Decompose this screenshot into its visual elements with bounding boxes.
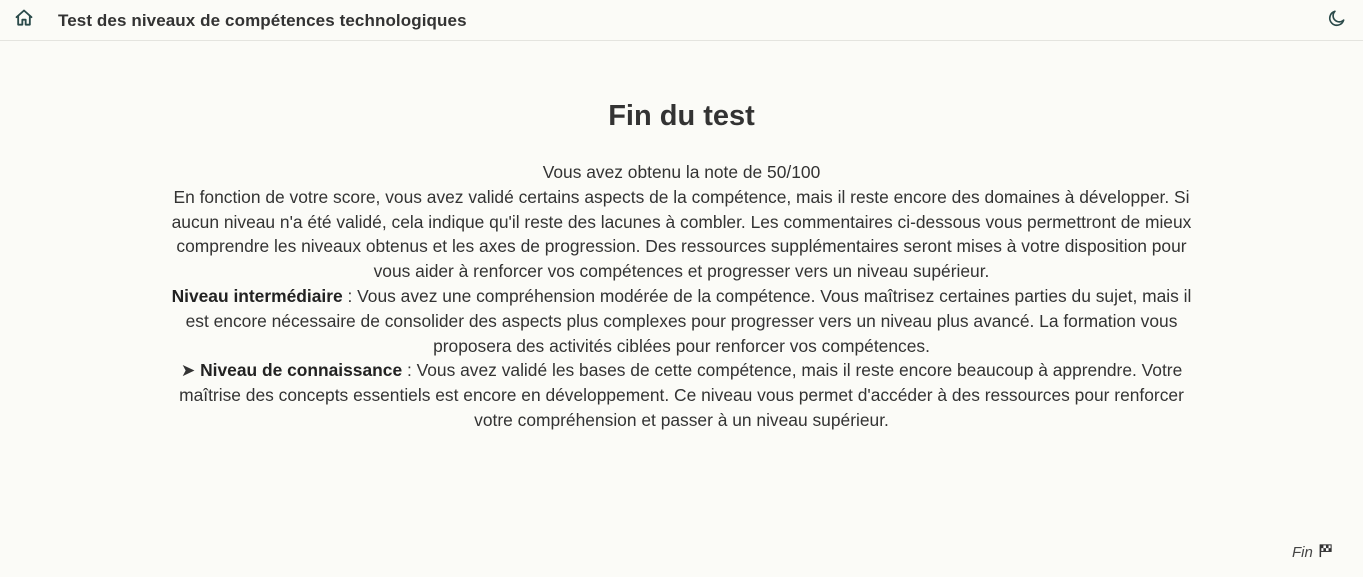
- level-name: Niveau de connaissance: [200, 360, 403, 381]
- level-description: : Vous avez une compréhension modérée de la compétence. Vous maîtrisez certaines parties du sujet, mais il est encore nécessaire de consolider des aspects plus complexes pour progresser vers un niveau plus avancé. La formation vous proposera des activités ciblées pour renforcer vos compétences.: [185, 285, 1192, 356]
- home-icon: [14, 8, 34, 33]
- top-bar: [0, 0, 1363, 41]
- level-name: Niveau intermédiaire: [171, 285, 343, 306]
- checkered-flag-icon: [1318, 543, 1333, 562]
- home-button[interactable]: [13, 9, 35, 31]
- result-panel: [170, 95, 1193, 433]
- level-intermediate: [170, 284, 1193, 358]
- level-description: : Vous avez validé les bases de cette compétence, mais il reste encore beaucoup à apprendre. Votre maîtrise des concepts essentiels est encore en développement. Ce niveau vous permet d'accéder à des ressources pour renforcer votre compréhension et passer à un niveau supérieur.: [179, 360, 1184, 430]
- fin-button[interactable]: [1292, 543, 1333, 562]
- result-content: [170, 160, 1193, 433]
- moon-icon: [1327, 8, 1347, 33]
- level-marker: ➤: [180, 360, 201, 381]
- theme-toggle-button[interactable]: [1326, 9, 1348, 31]
- score-text: Vous avez obtenu la note de 50/100: [542, 162, 821, 182]
- fin-label: Fin: [1292, 544, 1313, 561]
- level-knowledge: [170, 358, 1193, 432]
- intro-text: En fonction de votre score, vous avez validé certains aspects de la compétence, mais il reste encore des domaines à développer. Si aucun niveau n'a été validé, cela indique qu'il reste des lacunes à combler. Les commentaires ci-dessous vous permettront de mieux comprendre les niveaux obtenus et les axes de progression. Des ressources supplémentaires seront mises à votre disposition pour vous aider à renforcer vos compétences et progresser vers un niveau supérieur.: [171, 186, 1192, 282]
- page-title: Fin du test: [608, 100, 755, 132]
- app-title: Test des niveaux de compétences technologiques: [58, 11, 467, 30]
